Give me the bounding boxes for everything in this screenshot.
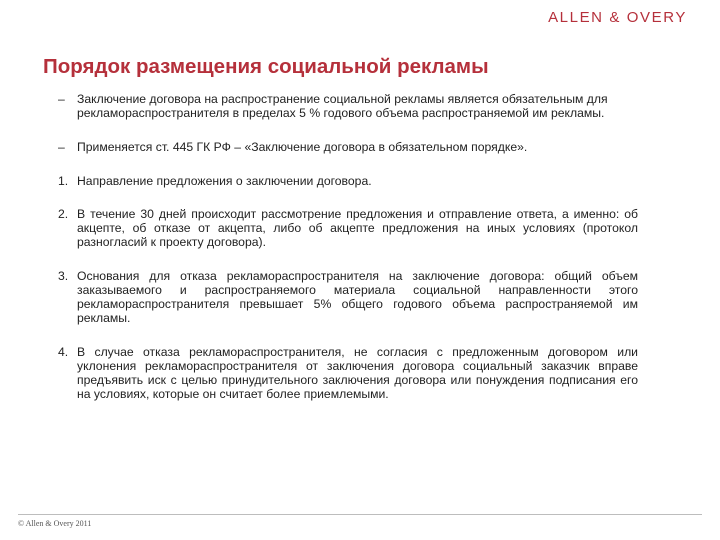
list-item (58, 269, 638, 325)
slide-content (58, 92, 638, 401)
list-item-text: Основания для отказа рекламораспространителя на заключение договора: общий объем заказываемого и распространяемого материала социальной направленности этого рекламораспространителя превышает 5% общего годового объема распространяемой им рекламы. (77, 269, 638, 325)
list-marker: 2. (58, 207, 69, 221)
list-item-text: Направление предложения о заключении договора. (77, 174, 372, 188)
list-item (58, 140, 638, 154)
footer-copyright: © Allen & Overy 2011 (18, 519, 92, 528)
list-item-text: Заключение договора на распространение социальной рекламы является обязательным для рекламораспространителя в пределах 5 % годового объема распространяемой им рекламы. (77, 92, 608, 120)
list-item (58, 174, 638, 188)
list-marker: – (58, 140, 65, 154)
list-marker: – (58, 92, 65, 106)
list-item (58, 345, 638, 401)
slide-title: Порядок размещения социальной рекламы (43, 55, 489, 78)
list-marker: 3. (58, 269, 69, 283)
list-item-text: В течение 30 дней происходит рассмотрение предложения и отправление ответа, а именно: об акцепте, об отказе от акцепта, либо об акцепте предложения на иных условиях (протокол разногласий к проекту договора). (77, 207, 638, 249)
company-logo: ALLEN & OVERY (548, 9, 687, 26)
list-item (58, 207, 638, 249)
list-item-text: В случае отказа рекламораспространителя, не согласия с предложенным договором или уклонения рекламораспространителя от заключения договора социальный заказчик вправе предъявить иск с целью принудительного заключения договора или понуждения подписания его на условиях, которые он считает более приемлемыми. (77, 345, 638, 401)
list-marker: 1. (58, 174, 69, 188)
list-item-text: Применяется ст. 445 ГК РФ – «Заключение договора в обязательном порядке». (77, 140, 528, 154)
footer-divider (18, 514, 702, 515)
list-item (58, 92, 638, 120)
list-marker: 4. (58, 345, 69, 359)
